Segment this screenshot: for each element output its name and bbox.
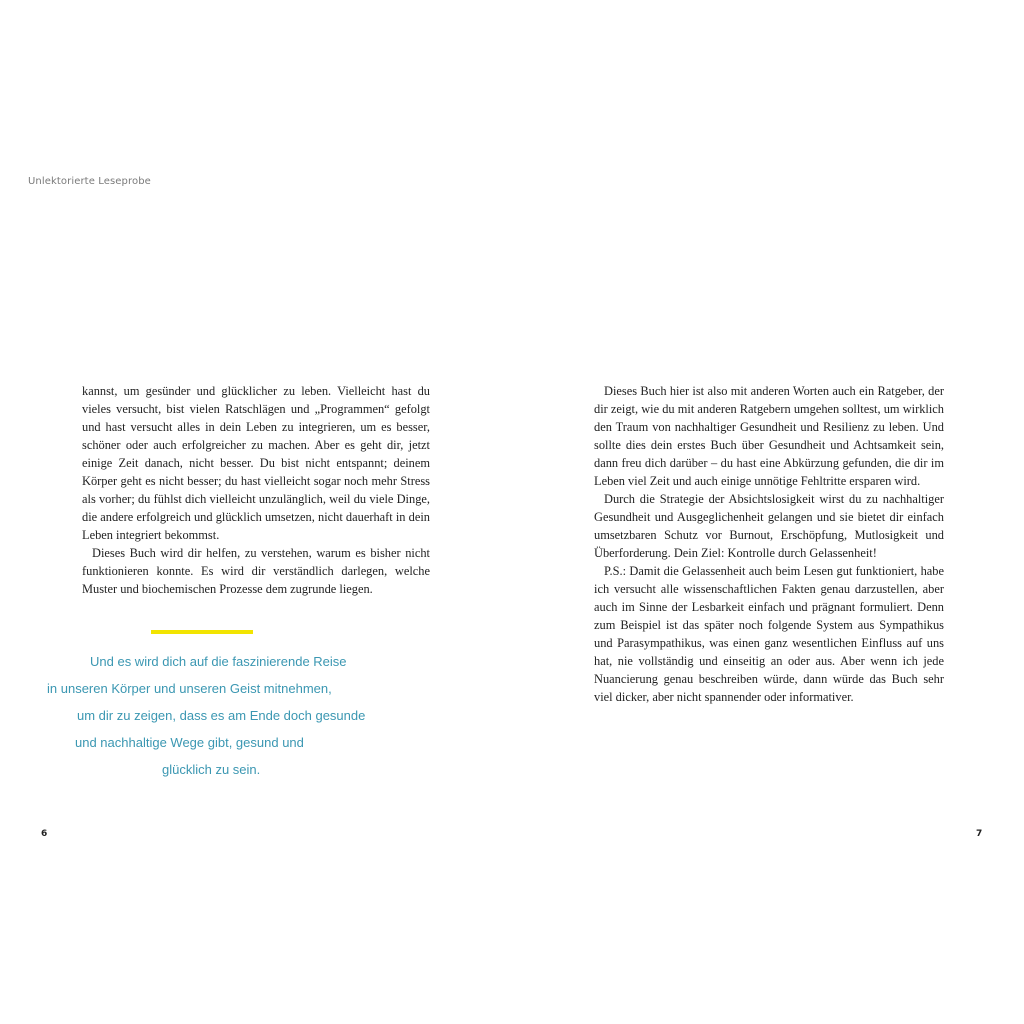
- right-page-body: [594, 382, 944, 706]
- page-number-left: 6: [41, 829, 48, 839]
- pullquote-line-2: in unseren Körper und unseren Geist mitnehmen,: [47, 681, 332, 696]
- page-number-right: 7: [976, 829, 983, 839]
- pullquote-line-4: und nachhaltige Wege gibt, gesund und: [75, 735, 304, 750]
- left-page-body: [82, 382, 430, 598]
- left-paragraph-1: kannst, um gesünder und glücklicher zu leben. Vielleicht hast du vieles versucht, bist vielen Ratschlägen und „Programmen“ gefolgt und hast versucht alles in dein Leben zu integrieren, um es besser, schöner oder auch erfolgreicher zu machen. Aber es geht dir, jetzt einige Zeit danach, nicht besser. Du bist nicht entspannt; deinem Körper geht es nicht besser; du hast vielleicht sogar noch mehr Stress als vorher; du fühlst dich vielleicht unzulänglich, weil du viele Dinge, die andere erfolgreich und glücklich umsetzen, nicht dauerhaft in dein Leben integriert bekommst.: [82, 384, 430, 542]
- watermark-label: Unlektorierte Leseprobe: [28, 176, 151, 187]
- right-paragraph-1: Dieses Buch hier ist also mit anderen Worten auch ein Ratgeber, der dir zeigt, wie du mit anderen Ratgebern umgehen solltest, um wirklich den Traum von nachhaltiger Gesundheit und Resilienz zu leben. Und sollte dies dein erstes Buch über Gesundheit und Achtsamkeit sein, dann freu dich darüber – du hast eine Abkürzung gefunden, die dir im Leben viel Zeit und auch einige unnötige Fehltritte ersparen wird.: [594, 384, 944, 488]
- pullquote-line-1: Und es wird dich auf die faszinierende Reise: [90, 654, 347, 669]
- left-paragraph-2: Dieses Buch wird dir helfen, zu verstehen, warum es bisher nicht funktionieren konnte. Es wird dir verständlich darlegen, welche Muster und biochemischen Prozesse dem zugrunde liegen.: [82, 546, 430, 596]
- pullquote-line-3: um dir zu zeigen, dass es am Ende doch gesunde: [77, 708, 366, 723]
- right-paragraph-2: Durch die Strategie der Absichtslosigkeit wirst du zu nachhaltiger Gesundheit und Ausgeglichenheit gelangen und sie bietet dir einfach umsetzbaren Schutz vor Burnout, Erschöpfung, Mutlosigkeit und Überforderung. Dein Ziel: Kontrolle durch Gelassenheit!: [594, 492, 944, 560]
- pullquote-accent-line: [151, 630, 253, 634]
- pullquote-line-5: glücklich zu sein.: [162, 762, 261, 777]
- right-paragraph-3: P.S.: Damit die Gelassenheit auch beim Lesen gut funktioniert, habe ich versucht alle wissenschaftlichen Fakten genau darzustellen, aber auch im Sinne der Lesbarkeit einfach und prägnant formuliert. Denn zum Beispiel ist das später noch folgende System aus Sympathikus und Parasympathikus, was einen ganz wesentlichen Einfluss auf uns hat, nie vollständig und einseitig an oder aus. Aber wenn ich jede Nuancierung genau beschreiben würde, dann würde das Buch sehr viel dicker, aber nicht spannender oder informativer.: [594, 564, 944, 704]
